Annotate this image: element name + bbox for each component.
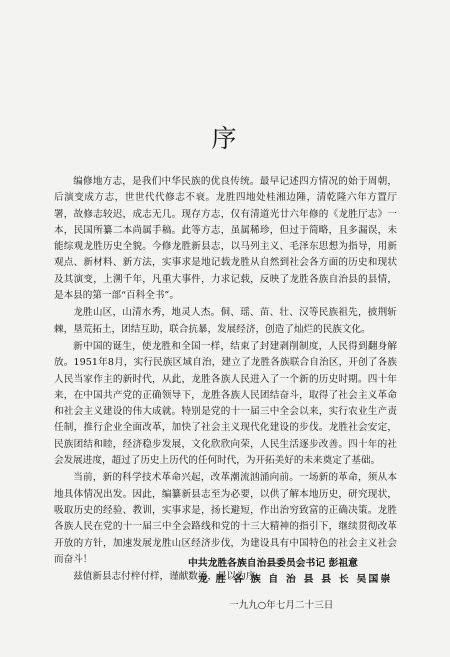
paragraph-2: 龙胜山区，山清水秀，地灵人杰。侗、瑶、苗、壮、汉等民族祖先，披荆斩棘，垦荒拓土，团结互助，联合抗暴，发展经济，创造了灿烂的民族文化。 [54, 307, 397, 335]
preface-body [54, 174, 397, 585]
signature-line-2: 龙 胜 各 族 自 治 县 县 长 吴国崇 [198, 574, 393, 585]
paragraph-4: 当前，新的科学技术革命兴起，改革潮流汹涌向前。一场新的革命，须从本地具体情况出发。因此，编纂新县志至为必要，以供了解本地历史，研究现状，吸取历史的经验、教训，实事求是，扬长避短，作出治穷致富的正确决策。龙胜各族人民在党的十一届三中全会路线和党的十三大精神的指引下，继续贯彻改革开放的方针，加速发展龙胜山区经济步伐，为建设具有中国特色的社会主义社会而奋斗！ [54, 472, 397, 565]
paragraph-3: 新中国的诞生，使龙胜和全国一样，结束了封建剥削制度，人民得到翻身解放。1951年8月，实行民族区域自治，建立了龙胜各族联合自治区，开创了各族人民当家作主的新时代，从此，龙胜各族人民进入了一个新的历史时期。四十年来，在中国共产党的正确领导下，龙胜各族人民团结奋斗，取得了社会主义革命和社会主义建设的伟大成就。特别是党的十一届三中全会以来，实行农业生产责任制，推行企业全面改革，加快了社会主义现代化建设的步伐。龙胜社会安定，民族团结和睦，经济稳步发展，文化欣欣向荣，人民生活逐步改善。四十年的社会发展进度，超过了历史上历代的任何时代，为开拓美好的未来奠定了基础。 [54, 340, 397, 467]
page-title: 序 [211, 124, 239, 153]
preface-date: 一九九○年七月二十三日 [229, 600, 334, 611]
paragraph-1: 编修地方志，是我们中华民族的优良传统。最早记述四方情况的始于周朝，后演变成方志，世世代代修志不衰。龙胜四地处桂湘边陲，清乾隆六年方置厅署，故修志较迟，成志无几。现存方志，仅有清道光廿六年修的《龙胜厅志》一本，民国所纂二本尚属手稿。此等方志，虽属稀珍，但过于简略，且多漏误，未能综观龙胜历史全貌。今修龙胜新县志，以马列主义、毛泽东思想为指导，用新观点、新材料、新方法，实事求是地记载龙胜从自然到社会各方面的历史和现状及其演变，上溯千年，凡重大事件，力求记载，反映了龙胜各族自治县的县情，是本县的第一部“百科全书”。 [54, 176, 397, 302]
paragraph-5: 兹值新县志付梓付样，谨献数语，是以为序。 [73, 571, 266, 583]
signature-line-1: 中共龙胜各族自治县委员会书记 彭祖意 [188, 558, 358, 569]
